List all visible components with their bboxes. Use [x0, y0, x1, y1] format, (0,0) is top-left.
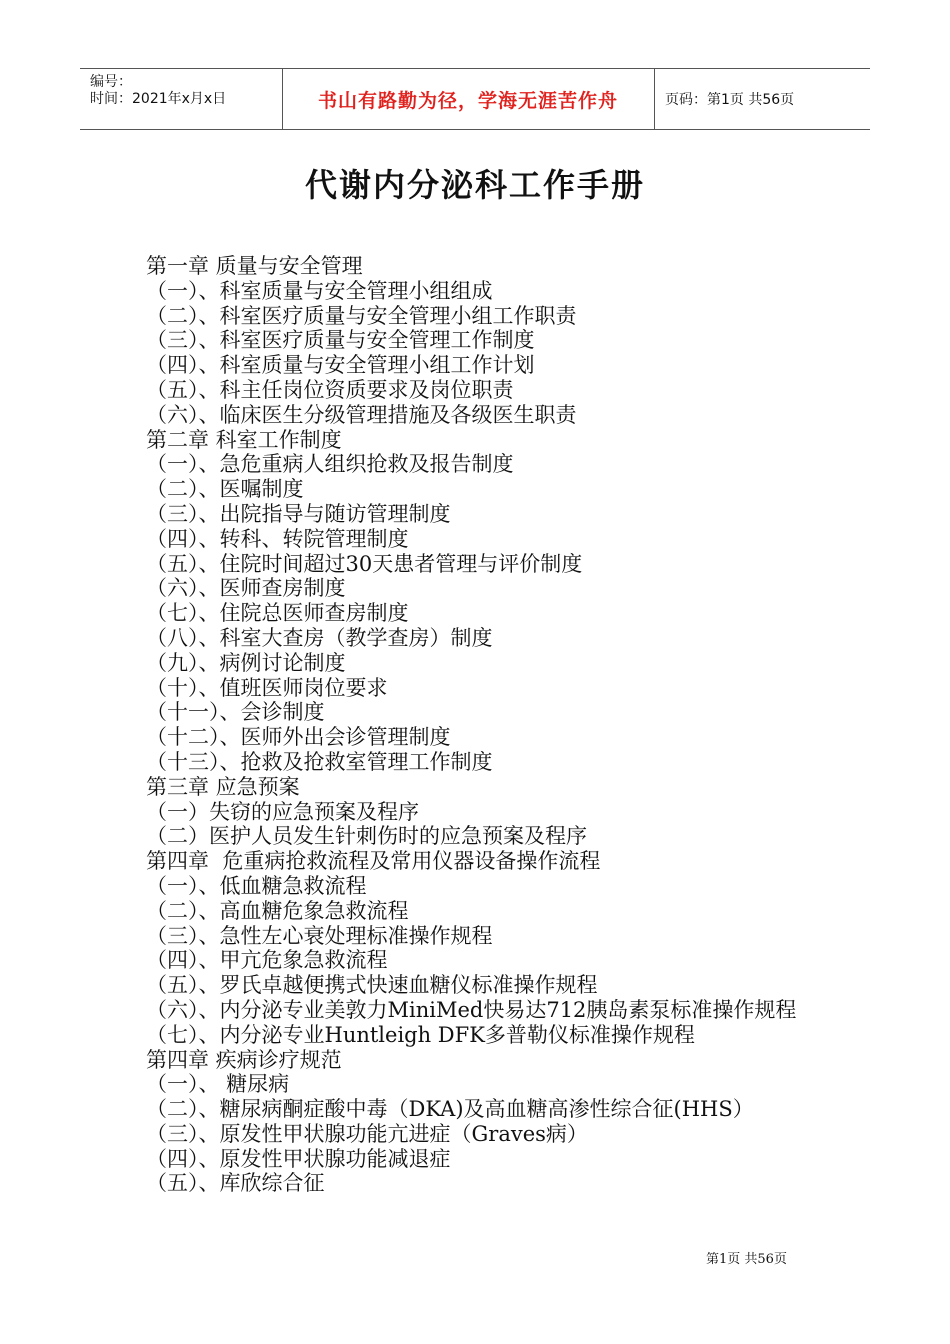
toc-item: （一）失窃的应急预案及程序 [146, 799, 419, 824]
toc-item: （四）、原发性甲状腺功能减退症 [146, 1146, 451, 1171]
toc-item: （二）、糖尿病酮症酸中毒（DKA)及高血糖高渗性综合征(HHS） [146, 1097, 754, 1122]
toc-item: （二）、科室医疗质量与安全管理小组工作职责 [146, 303, 577, 328]
toc-chapter: 第三章 应急预案 [146, 774, 300, 799]
toc-chapter: 第四章 危重病抢救流程及常用仪器设备操作流程 [146, 849, 601, 874]
toc-item: （六）、内分泌专业美敦力MiniMed快易达712胰岛素泵标准操作规程 [146, 997, 797, 1022]
toc-item: （十一）、会诊制度 [146, 700, 325, 725]
toc-item: （五）、科主任岗位资质要求及岗位职责 [146, 377, 514, 402]
toc-item: （一）、科室质量与安全管理小组组成 [146, 278, 493, 303]
toc-item: （十二）、医师外出会诊管理制度 [146, 725, 451, 750]
toc-item: （九）、病例讨论制度 [146, 650, 346, 675]
header-page-cell [655, 69, 870, 129]
toc-chapter: 第四章 疾病诊疗规范 [146, 1047, 342, 1072]
page-header [80, 68, 870, 130]
motto: 书山有路勤为径，学海无涯苦作舟 [317, 89, 618, 112]
toc-item: （三）、科室医疗质量与安全管理工作制度 [146, 328, 535, 353]
toc-item: （七）、内分泌专业Huntleigh DFK多普勒仪标准操作规程 [146, 1022, 695, 1047]
toc-item: （五）、罗氏卓越便携式快速血糖仪标准操作规程 [146, 973, 598, 998]
toc-item: （三）、出院指导与随访管理制度 [146, 501, 451, 526]
toc-chapter: 第二章 科室工作制度 [146, 427, 342, 452]
toc-item: （四）、甲亢危象急救流程 [146, 948, 388, 973]
table-of-contents [146, 254, 816, 1196]
toc-item: （一）、 糖尿病 [146, 1072, 290, 1097]
toc-item: （一）、急危重病人组织抢救及报告制度 [146, 452, 514, 477]
toc-item: （四）、科室质量与安全管理小组工作计划 [146, 353, 535, 378]
toc-item: （二）、高血糖危象急救流程 [146, 898, 409, 923]
page-footer: 第1页 共56页 [706, 1252, 787, 1267]
toc-item: （三）、原发性甲状腺功能亢进症（Graves病） [146, 1121, 588, 1146]
toc-item: （二）、医嘱制度 [146, 477, 304, 502]
toc-item: （七）、住院总医师查房制度 [146, 601, 409, 626]
toc-item: （六）、医师查房制度 [146, 576, 346, 601]
toc-item: （四）、转科、转院管理制度 [146, 526, 409, 551]
toc-item: （十）、值班医师岗位要求 [146, 675, 388, 700]
toc-chapter: 第一章 质量与安全管理 [146, 254, 363, 278]
page-info: 页码：第1页 共56页 [665, 92, 795, 108]
number-label: 编号： [90, 74, 132, 90]
header-meta [80, 69, 283, 129]
toc-item: （二）医护人员发生针刺伤时的应急预案及程序 [146, 824, 587, 849]
toc-item: （十三）、抢救及抢救室管理工作制度 [146, 749, 493, 774]
toc-item: （五）、库欣综合征 [146, 1171, 325, 1196]
toc-item: （一）、低血糖急救流程 [146, 873, 367, 898]
toc-item: （八）、科室大查房（教学查房）制度 [146, 625, 493, 650]
time-label: 时间：2021年x月x日 [90, 91, 227, 107]
toc-item: （六）、临床医生分级管理措施及各级医生职责 [146, 402, 577, 427]
toc-item: （三）、急性左心衰处理标准操作规程 [146, 923, 493, 948]
toc-item: （五）、住院时间超过30天患者管理与评价制度 [146, 551, 583, 576]
header-motto-cell [282, 69, 655, 129]
document-title: 代谢内分泌科工作手册 [304, 166, 645, 204]
